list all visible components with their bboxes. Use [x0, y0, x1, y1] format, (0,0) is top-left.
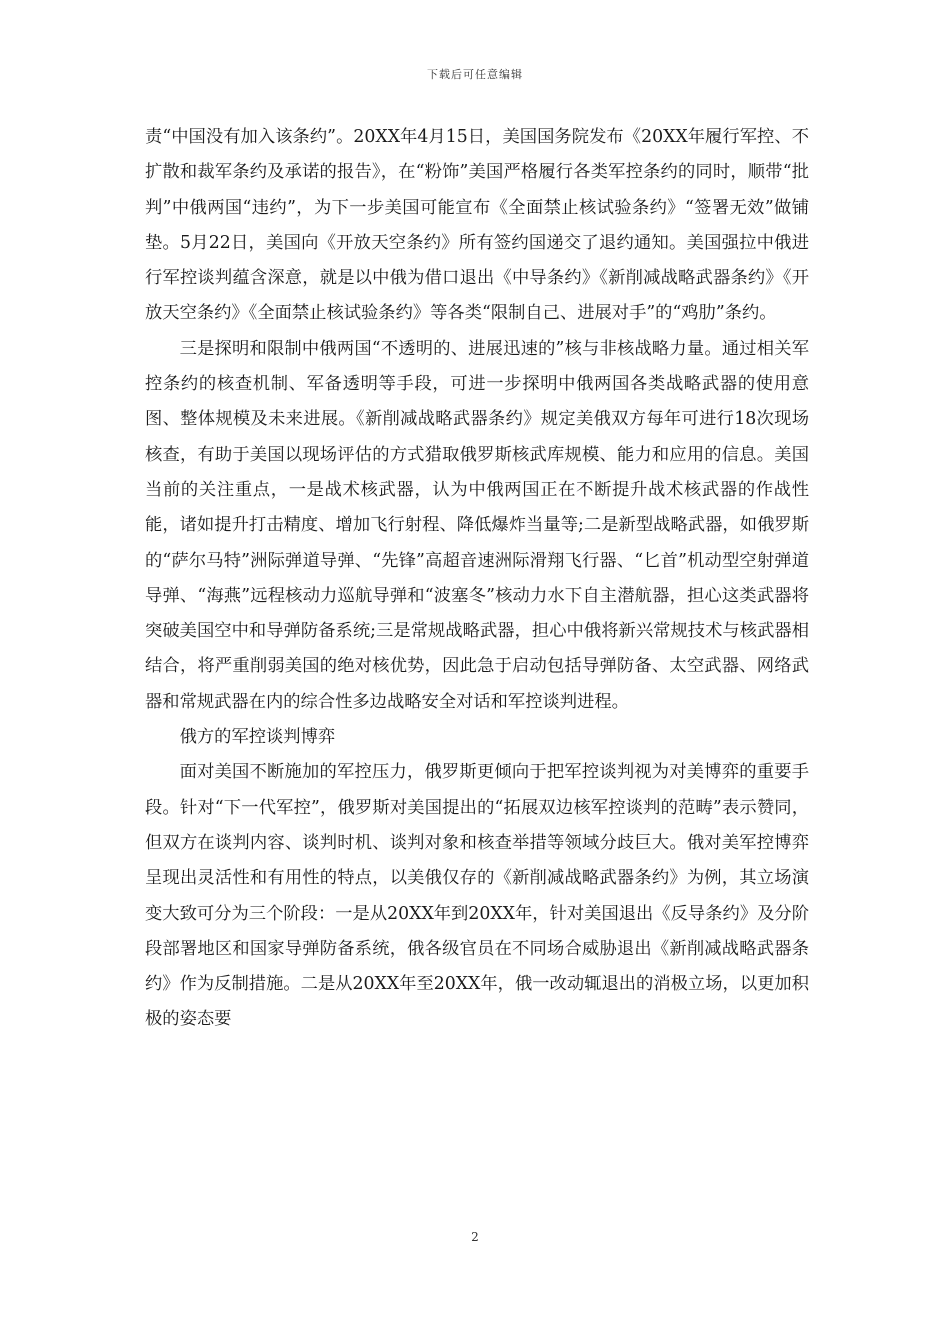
paragraph-russia-stance: 面对美国不断施加的军控压力，俄罗斯更倾向于把军控谈判视为对美博弈的重要手段。针对“下一代军控”，俄罗斯对美国提出的“拓展双边核军控谈判的范畴”表示赞同，但双方在谈判内容、谈判时机、谈判对象和核查举措等领域分歧巨大。俄对美军控博弈呈现出灵活性和有用性的特点，以美俄仅存的《新削减战略武器条约》为例，其立场演变大致可分为三个阶段：一是从20XX年到20XX年，针对美国退出《反导条约》及分阶段部署地区和国家导弹防备系统，俄各级官员在不同场合威胁退出《新削减战略武器条约》作为反制措施。二是从20XX年至20XX年，俄一改动辄退出的消极立场，以更加积极的姿态要 — [145, 762, 809, 1030]
page-number: 2 — [471, 1230, 479, 1244]
section-heading: 俄方的军控谈判博弈 — [179, 727, 336, 748]
document-body — [145, 120, 809, 1038]
paragraph-point-three: 三是探明和限制中俄两国“不透明的、进展迅速的”核与非核战略力量。通过相关军控条约的核查机制、军备透明等手段，可进一步探明中俄两国各类战略武器的使用意图、整体规模及未来进展。《新削减战略武器条约》规定美俄双方每年可进行18次现场核查，有助于美国以现场评估的方式猎取俄罗斯核武库规模、能力和应用的信息。美国当前的关注重点，一是战术核武器，认为中俄两国正在不断提升战术核武器的作战性能，诸如提升打击精度、增加飞行射程、降低爆炸当量等;二是新型战略武器，如俄罗斯的“萨尔马特”洲际弹道导弹、“先锋”高超音速洲际滑翔飞行器、“匕首”机动型空射弹道导弹、“海燕”远程核动力巡航导弹和“波塞冬”核动力水下自主潜航器，担心这类武器将突破美国空中和导弹防备系统;三是常规战略武器，担心中俄将新兴常规技术与核武器相结合，将严重削弱美国的绝对核优势，因此急于启动包括导弹防备、太空武器、网络武器和常规武器在内的综合性多边战略安全对话和军控谈判进程。 — [145, 338, 809, 712]
page-header: 下载后可任意编辑 — [427, 68, 523, 81]
paragraph-continuation: 责“中国没有加入该条约”。20XX年4月15日，美国国务院发布《20XX年履行军控、不扩散和裁军条约及承诺的报告》，在“粉饰”美国严格履行各类军控条约的同时，顺带“批判”中俄两国“违约”，为下一步美国可能宣布《全面禁止核试验条约》“签署无效”做铺垫。5月22日，美国向《开放天空条约》所有签约国递交了退约通知。美国强拉中俄进行军控谈判蕴含深意，就是以中俄为借口退出《中导条约》《新削减战略武器条约》《开放天空条约》《全面禁止核试验条约》等各类“限制自己、进展对手”的“鸡肋”条约。 — [145, 127, 809, 324]
